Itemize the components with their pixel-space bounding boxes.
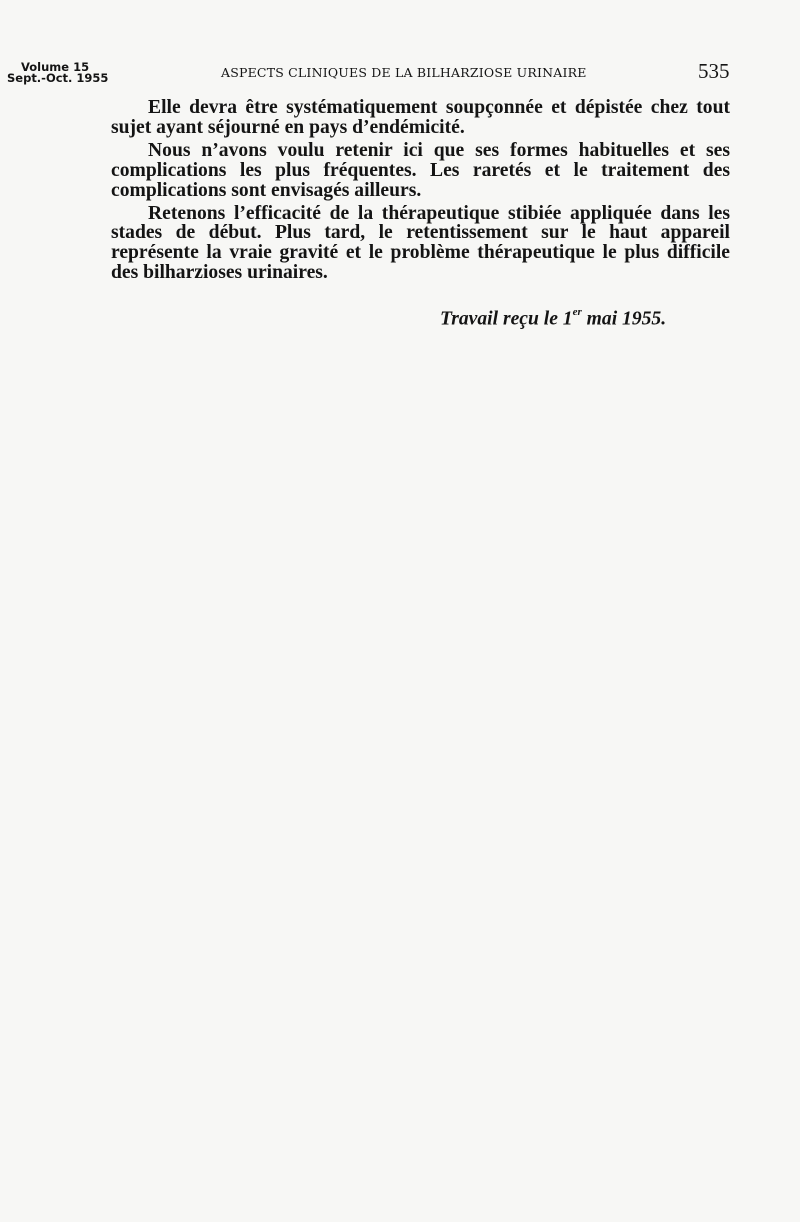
running-title: ASPECTS CLINIQUES DE LA BILHARZIOSE URINAIRE <box>221 65 587 80</box>
received-superscript: er <box>572 306 582 318</box>
issue-label: Sept.-Oct. 1955 <box>7 71 109 85</box>
volume-label: Volume 15 <box>21 60 90 74</box>
page-number: 535 <box>698 59 730 83</box>
running-header <box>0 60 800 90</box>
received-date-note <box>440 308 666 331</box>
volume-info <box>7 62 108 84</box>
paragraph-2: Nous n’avons voulu retenir ici que ses formes habituelles et ses complications les plus fréquentes. Les raretés et le traitement des complications sont envisagés ailleurs. <box>111 139 730 201</box>
paragraph-3: Retenons l’efficacité de la thérapeutique stibiée appliquée dans les stades de début. Plus tard, le retentissement sur le haut appareil représente la vraie gravité et le problème thérapeutique le plus difficile des bilharzioses urinaires. <box>111 202 730 284</box>
body-text <box>111 98 730 286</box>
received-suffix: mai 1955. <box>581 308 667 330</box>
received-prefix: Travail reçu le 1 <box>440 308 573 330</box>
paragraph-1: Elle devra être systématiquement soupçonnée et dépistée chez tout sujet ayant séjourné en pays d’endémicité. <box>111 97 730 138</box>
